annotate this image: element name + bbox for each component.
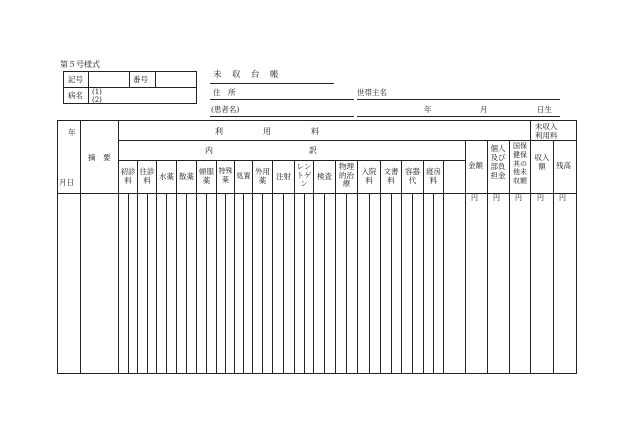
- column-subdivider-chusha: [283, 193, 284, 374]
- birth-year-label: 年: [424, 105, 432, 114]
- breakdown-label: 内 訳: [205, 146, 317, 155]
- column-label-nyuin: 入院 料: [361, 167, 377, 185]
- byomei-item-2: (2): [92, 96, 102, 104]
- column-label-kensa: 検査: [317, 171, 332, 181]
- address-line: [210, 99, 354, 100]
- kokuho-label: 国保 健保 其の 他未 収額: [513, 142, 527, 186]
- column-subdivider-oushin: [147, 193, 148, 374]
- patient-label: (患者名): [211, 105, 240, 114]
- id-block-divider: [63, 87, 197, 88]
- column-subdivider-shoshin: [128, 193, 129, 374]
- column-label-tokushu: 特殊 薬: [218, 167, 233, 184]
- column-divider-xray: [313, 160, 314, 374]
- column-subdivider-tonpuku: [206, 193, 207, 374]
- column-label-shochi: 処置: [236, 171, 251, 180]
- column-divider-shoshin: [137, 160, 138, 374]
- kingaku-divider: [465, 140, 466, 374]
- column-subdivider-gaiyou: [262, 193, 263, 374]
- date-column-divider: [80, 120, 81, 374]
- column-divider-oushin: [156, 160, 157, 374]
- uncollected-column-divider: [530, 120, 531, 374]
- yen-kokuho: 円: [515, 194, 522, 202]
- usage-fee-label: 利 用 料: [215, 127, 319, 136]
- column-divider-shochi: [252, 160, 253, 374]
- column-subdivider-mizugusuri: [166, 193, 167, 374]
- bango-label-right: [155, 71, 156, 87]
- uncollected-title-2: 利用料: [535, 131, 558, 140]
- column-divider-chusha: [294, 160, 295, 374]
- column-subdivider-shochi: [243, 193, 244, 374]
- date-year-label: 年: [68, 128, 76, 137]
- kigo-label: 記号: [68, 75, 83, 84]
- bango-label-left: [129, 71, 130, 87]
- date-month-day-label: 月日: [59, 178, 74, 187]
- column-subdivider-tokushu: [225, 193, 226, 374]
- column-label-oushin: 往診 料: [139, 167, 155, 185]
- column-label-gaiyou: 外用 薬: [255, 167, 270, 185]
- column-subdivider-shinbo: [433, 193, 434, 374]
- uncollected-title-rule: [530, 140, 577, 141]
- zandaka-label: 残高: [556, 161, 571, 170]
- birth-month-label: 月: [480, 105, 488, 114]
- kojin-divider: [487, 140, 488, 374]
- shunyu-label: 収入 額: [534, 153, 550, 171]
- yen-kingaku: 円: [471, 194, 478, 202]
- yen-zandaka: 円: [559, 194, 566, 202]
- column-divider-nyuin: [380, 160, 381, 374]
- byomei-label: 病名: [68, 91, 83, 100]
- column-divider-sanyaku: [196, 160, 197, 374]
- column-divider-tokushu: [234, 160, 235, 374]
- id-block-label-divider: [88, 71, 89, 104]
- column-subdivider-nyuin: [369, 193, 370, 374]
- column-divider-shinbo: [443, 160, 444, 374]
- yen-kojin: 円: [493, 194, 500, 202]
- byomei-item-1: (1): [92, 88, 102, 96]
- title-underline: [210, 83, 334, 84]
- householder-line: [357, 99, 560, 100]
- column-divider-youki: [423, 160, 424, 374]
- column-subdivider-xray: [304, 193, 305, 374]
- column-label-tonpuku: 頓服 薬: [199, 167, 214, 185]
- column-subdivider-bunsho: [391, 193, 392, 374]
- column-label-bunsho: 文書 料: [383, 167, 399, 185]
- column-divider-bunsho: [401, 160, 402, 374]
- summary-label: 摘 要: [88, 153, 111, 162]
- kingaku-label: 金額: [468, 161, 483, 170]
- column-divider-tonpuku: [216, 160, 217, 374]
- address-label: 住 所: [213, 88, 236, 97]
- column-label-butsuri: 物理 的治 療: [339, 162, 354, 189]
- column-label-xray: レン トゲ ン: [296, 162, 312, 189]
- kojin-futan-label: 個人 及び 部負 担金: [490, 144, 506, 180]
- column-subdivider-sanyaku: [186, 193, 187, 374]
- householder-label: 世帯主名: [357, 88, 387, 97]
- column-divider-gaiyou: [272, 160, 273, 374]
- column-label-mizugusuri: 水薬: [159, 171, 174, 181]
- bango-label: 番号: [133, 75, 148, 84]
- birthday-line: [357, 116, 560, 117]
- column-divider-mizugusuri: [176, 160, 177, 374]
- column-subdivider-butsuri: [346, 193, 347, 374]
- column-label-sanyaku: 散薬: [179, 171, 194, 181]
- usage-fee-rule: [118, 140, 531, 141]
- yen-shunyu: 円: [537, 194, 544, 202]
- column-subdivider-youki: [412, 193, 413, 374]
- birthday-label: 日生: [537, 105, 552, 114]
- column-divider-butsuri: [357, 160, 358, 374]
- form-number: 第５号様式: [60, 60, 100, 69]
- column-subdivider-kensa: [324, 193, 325, 374]
- patient-line: [210, 116, 354, 117]
- shunyu-divider: [553, 140, 554, 374]
- summary-column-divider: [118, 120, 119, 374]
- uncollected-title-1: 未収入: [535, 122, 558, 131]
- breakdown-rule: [118, 160, 465, 161]
- column-label-shoshin: 初診 料: [120, 167, 136, 185]
- column-label-shinbo: 寝房 料: [426, 167, 441, 185]
- column-divider-kensa: [335, 160, 336, 374]
- column-label-chusha: 注射: [276, 171, 291, 181]
- column-label-youki: 容器 代: [405, 167, 420, 185]
- ledger-title: 未 収 台 帳: [213, 70, 280, 80]
